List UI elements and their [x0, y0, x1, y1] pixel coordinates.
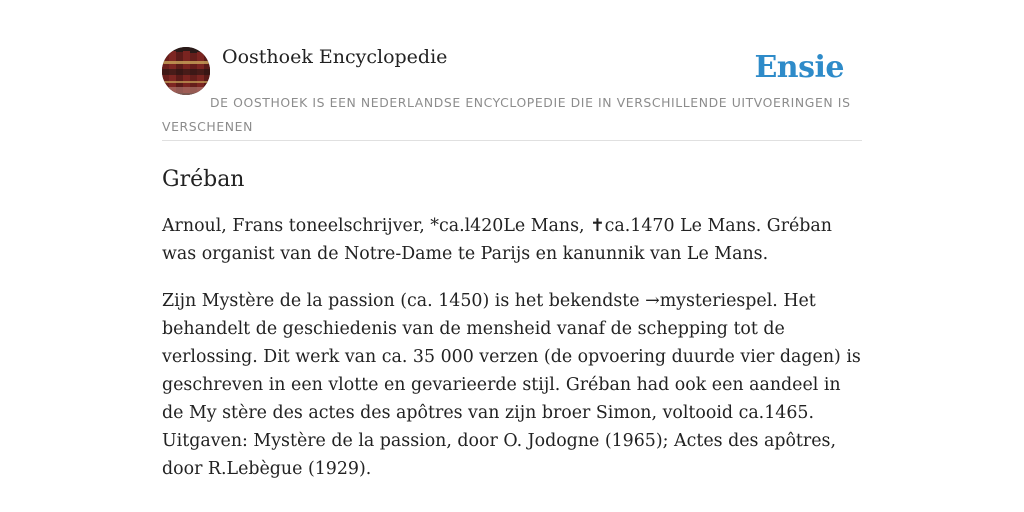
brand-logo[interactable]: Ensie [754, 50, 844, 85]
header [162, 0, 862, 141]
encyclopedia-books-icon[interactable] [162, 47, 210, 95]
article-paragraph: Arnoul, Frans toneelschrijver, *ca.l420Le Mans, ✝ca.1470 Le Mans. Gréban was organist van de Notre-Dame te Parijs en kanunnik van Le Mans. [162, 216, 832, 264]
site-tagline: DE OOSTHOEK IS EEN NEDERLANDSE ENCYCLOPEDIE DIE IN VERSCHILLENDE UITVOERINGEN IS VERSCHENEN [162, 95, 851, 134]
article-title: Gréban [162, 167, 245, 192]
books-image [162, 47, 210, 95]
article-paragraph: Zijn Mystère de la passion (ca. 1450) is het bekendste →mysteriespel. Het behandelt de geschiedenis van de mensheid vanaf de schepping tot de verlossing. Dit werk van ca. 35 000 verzen (de opvoering duurde vier dagen) is geschreven in een vlotte en gevarieerde stijl. Gréban had ook een aandeel in de My stère des actes des apôtres van zijn broer Simon, voltooid ca.1465. Uitgaven: Mystère de la passion, door O. Jodogne (1965); Actes des apôtres, door R.Lebègue (1929). [162, 291, 861, 479]
page [162, 0, 862, 483]
site-name[interactable]: Oosthoek Encyclopedie [222, 46, 448, 68]
